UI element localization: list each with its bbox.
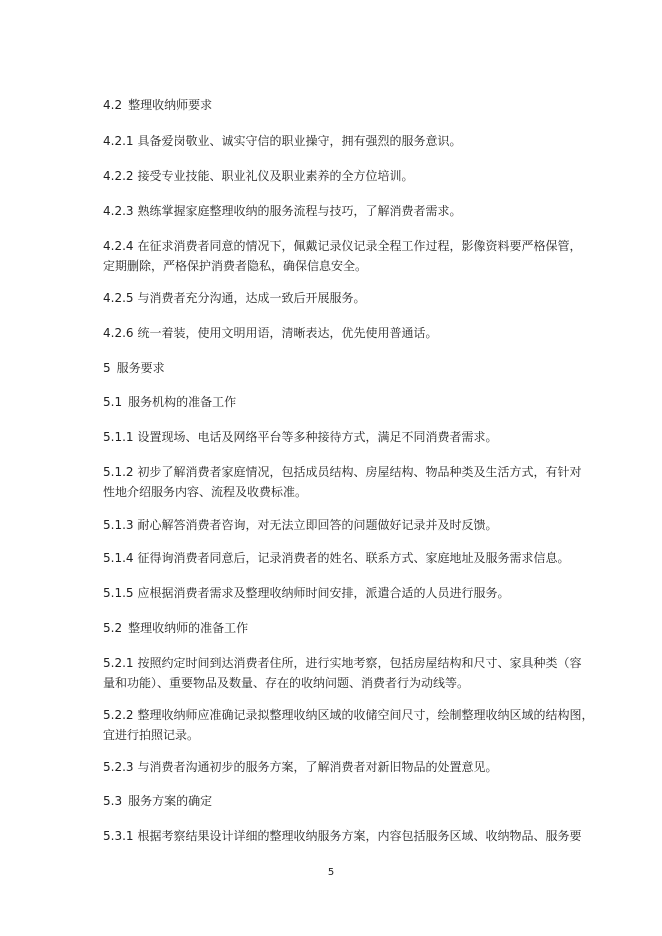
clause-number: 4.2.4 bbox=[103, 239, 134, 253]
clause-text: 设置现场、电话及网络平台等多种接待方式，满足不同消费者需求。 bbox=[137, 430, 498, 444]
clause-text-line-2: 量和功能）、重要物品及数量、存在的收纳问题、消费者行为动线等。 bbox=[103, 676, 470, 690]
clause-text: 与消费者沟通初步的服务方案，了解消费者对新旧物品的处置意见。 bbox=[137, 760, 498, 774]
clause-number: 5 bbox=[103, 361, 111, 375]
clause-text-line-2: 宜进行拍照记录。 bbox=[103, 728, 200, 742]
clause-5-1-2 bbox=[103, 464, 582, 480]
clause-5-1-3 bbox=[103, 517, 498, 533]
heading-text: 服务方案的确定 bbox=[128, 794, 213, 808]
clause-5-1-4 bbox=[103, 550, 570, 566]
clause-number: 5.2 bbox=[103, 621, 123, 635]
clause-4-2-4-continuation bbox=[103, 258, 367, 274]
clause-4-2-1 bbox=[103, 133, 462, 149]
clause-5-3-1 bbox=[103, 828, 582, 844]
clause-number: 5.2.2 bbox=[103, 708, 134, 722]
clause-number: 4.2.1 bbox=[103, 134, 134, 148]
heading-text: 服务要求 bbox=[116, 361, 165, 375]
section-heading-5-1 bbox=[103, 394, 236, 410]
clause-text-line-1: 按照约定时间到达消费者住所，进行实地考察，包括房屋结构和尺寸、家具种类（容 bbox=[137, 656, 582, 670]
clause-5-2-2 bbox=[103, 707, 594, 723]
clause-number: 5.1.4 bbox=[103, 551, 134, 565]
clause-number: 4.2.5 bbox=[103, 291, 134, 305]
clause-number: 4.2.6 bbox=[103, 326, 134, 340]
clause-5-1-2-continuation bbox=[103, 484, 307, 500]
clause-text-line-2: 性地介绍服务内容、流程及收费标准。 bbox=[103, 485, 308, 499]
clause-4-2-6 bbox=[103, 325, 438, 341]
clause-text-line-1: 整理收纳师应准确记录拟整理收纳区域的收储空间尺寸，绘制整理收纳区域的结构图， bbox=[137, 708, 594, 722]
clause-text: 接受专业技能、职业礼仪及职业素养的全方位培训。 bbox=[137, 169, 414, 183]
clause-4-2-5 bbox=[103, 290, 366, 306]
heading-text: 整理收纳师要求 bbox=[128, 98, 213, 112]
clause-text-line-1: 根据考察结果设计详细的整理收纳服务方案，内容包括服务区域、收纳物品、服务要 bbox=[137, 829, 582, 843]
clause-text-line-1: 初步了解消费者家庭情况，包括成员结构、房屋结构、物品种类及生活方式，有针对 bbox=[137, 465, 582, 479]
clause-5-2-1 bbox=[103, 655, 582, 671]
clause-text: 征得询消费者同意后，记录消费者的姓名、联系方式、家庭地址及服务需求信息。 bbox=[137, 551, 570, 565]
clause-text: 熟练掌握家庭整理收纳的服务流程与技巧，了解消费者需求。 bbox=[137, 204, 462, 218]
clause-number: 4.2.2 bbox=[103, 169, 134, 183]
clause-4-2-3 bbox=[103, 203, 462, 219]
clause-number: 4.2.3 bbox=[103, 204, 134, 218]
heading-text: 服务机构的准备工作 bbox=[128, 395, 237, 409]
clause-text-line-1: 在征求消费者同意的情况下，佩戴记录仪记录全程工作过程，影像资料要严格保管， bbox=[137, 239, 582, 253]
page-number: 5 bbox=[327, 867, 335, 878]
section-heading-5-3 bbox=[103, 793, 212, 809]
clause-number: 5.2.3 bbox=[103, 760, 134, 774]
clause-text: 应根据消费者需求及整理收纳师时间安排，派遣合适的人员进行服务。 bbox=[137, 586, 510, 600]
section-heading-5-2 bbox=[103, 620, 248, 636]
section-heading-4-2 bbox=[103, 97, 212, 113]
clause-number: 5.1.5 bbox=[103, 586, 134, 600]
clause-text: 耐心解答消费者咨询，对无法立即回答的问题做好记录并及时反馈。 bbox=[137, 518, 498, 532]
clause-4-2-4 bbox=[103, 238, 582, 254]
clause-5-2-3 bbox=[103, 759, 498, 775]
clause-number: 5.3.1 bbox=[103, 829, 134, 843]
clause-text: 具备爱岗敬业、诚实守信的职业操守，拥有强烈的服务意识。 bbox=[137, 134, 462, 148]
clause-text: 与消费者充分沟通，达成一致后开展服务。 bbox=[137, 291, 366, 305]
section-heading-5 bbox=[103, 360, 165, 376]
clause-number: 5.1.2 bbox=[103, 465, 134, 479]
clause-5-1-5 bbox=[103, 585, 510, 601]
clause-text-line-2: 定期删除，严格保护消费者隐私，确保信息安全。 bbox=[103, 259, 368, 273]
clause-5-2-1-continuation bbox=[103, 675, 469, 691]
clause-4-2-2 bbox=[103, 168, 414, 184]
clause-5-2-2-continuation bbox=[103, 727, 199, 743]
clause-number: 5.1.1 bbox=[103, 430, 134, 444]
clause-number: 5.2.1 bbox=[103, 656, 134, 670]
heading-text: 整理收纳师的准备工作 bbox=[128, 621, 249, 635]
clause-number: 5.1 bbox=[103, 395, 123, 409]
clause-text: 统一着装，使用文明用语，清晰表达，优先使用普通话。 bbox=[137, 326, 438, 340]
clause-number: 5.1.3 bbox=[103, 518, 134, 532]
clause-5-1-1 bbox=[103, 429, 498, 445]
clause-number: 4.2 bbox=[103, 98, 123, 112]
clause-number: 5.3 bbox=[103, 794, 123, 808]
